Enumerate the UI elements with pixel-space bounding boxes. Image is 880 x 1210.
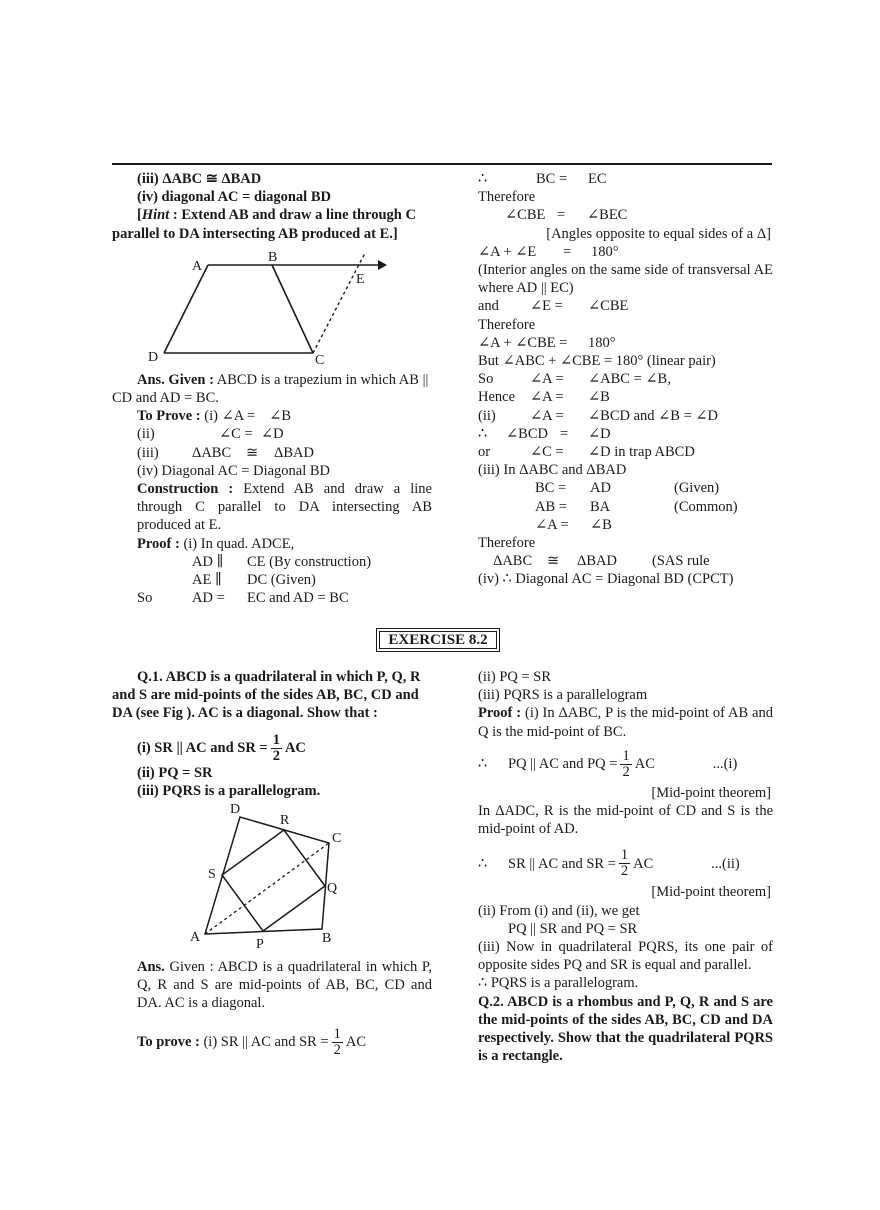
- text-line: Therefore: [478, 535, 536, 552]
- hint-line-2: parallel to DA intersecting AB produced at E.]: [112, 225, 398, 242]
- to-prove: To prove : (i) SR || AC and SR = $\frac{1}{2}$ AC: [137, 1025, 367, 1058]
- question-1-part-ii: (ii) PQ = SR: [137, 764, 213, 781]
- reason: [Mid-point theorem]: [651, 784, 771, 801]
- quadrilateral-abcd: [205, 817, 329, 934]
- eq-line: ΔABC ≅ ΔBAD (SAS rule: [493, 553, 710, 570]
- text-line: (iii) Now in quadrilateral PQRS, its one pair of opposite sides PQ and SR is equal and parallel.: [478, 939, 773, 974]
- segment-bc: [272, 265, 313, 353]
- top-right-column: [453, 170, 773, 589]
- proof-line: So AD = EC and AD = BC: [137, 590, 349, 607]
- text-line: (iv) diagonal AC = diagonal BD: [137, 189, 331, 206]
- eq-line: ∴ BC = EC: [478, 171, 607, 187]
- label-b: B: [322, 931, 332, 947]
- segment-ad: [164, 265, 208, 353]
- proof-start: Proof : (i) In quad. ADCE,: [137, 535, 295, 552]
- equation-ii: ∴ SR || AC and SR = $\frac{1}{2}$ AC ...(ii): [478, 847, 740, 880]
- parallelogram-pqrs: [222, 830, 325, 931]
- reason: [Mid-point theorem]: [651, 884, 771, 901]
- question-1-part-i: (i) SR || AC and SR = $\frac{1}{2}$ AC: [137, 731, 306, 764]
- exercise-title: EXERCISE 8.2: [376, 628, 500, 652]
- question-1-part-iii: (iii) PQRS is a parallelogram.: [137, 782, 321, 799]
- text-line: But ∠ABC + ∠CBE = 180° (linear pair): [478, 353, 716, 370]
- quadrilateral-figure: [112, 800, 432, 950]
- conclusion: ∴ PQRS is a parallelogram.: [478, 975, 639, 992]
- label-e: E: [356, 271, 365, 287]
- equation-i: ∴ PQ || AC and PQ = $\frac{1}{2}$ AC ...(i): [478, 747, 738, 780]
- reason: (Interior angles on the same side of transversal AE where AD || EC): [478, 262, 773, 297]
- bottom-left-column: [112, 668, 432, 1058]
- label-b: B: [268, 249, 278, 265]
- arrow-head: [378, 260, 387, 270]
- construction: Construction : Extend AB and draw a line through C parallel to DA intersecting AB produced at E.: [137, 481, 432, 534]
- text-line: (iii) PQRS is a parallelogram: [478, 687, 648, 704]
- segment-ce-dashed: [313, 253, 365, 353]
- diagonal-ac: [205, 843, 329, 934]
- eq-line: or ∠C = ∠D in trap ABCD: [478, 444, 695, 461]
- eq-line: So ∠A = ∠ABC = ∠B,: [478, 371, 671, 388]
- label-d: D: [230, 802, 241, 818]
- to-prove-iii: (iii) ΔABC ≅ ΔBAD: [137, 444, 314, 461]
- text-line: Therefore: [478, 189, 536, 206]
- proof-start: Proof : (i) In ΔABC, P is the mid-point of AB and Q is the mid-point of BC.: [478, 705, 773, 740]
- question-2: Q.2. ABCD is a rhombus and P, Q, R and S are the mid-points of the sides AB, BC, CD and DA respectively. Show that the quadrilateral PQRS is a rectangle.: [478, 993, 773, 1065]
- text-line: Therefore: [478, 316, 536, 333]
- eq-line: ∠CBE = ∠BEC: [505, 207, 628, 224]
- proof-line: AE ∥ DC (Given): [192, 572, 316, 589]
- answer-given: Ans. Given : ABCD is a trapezium in which AB ||: [137, 371, 429, 388]
- text-line: (iii) ΔABC ≅ ΔBAD: [137, 171, 262, 187]
- eq-line: and ∠E = ∠CBE: [478, 298, 629, 315]
- label-q: Q: [327, 881, 338, 897]
- answer-given-2: CD and AD = BC.: [112, 390, 219, 407]
- to-prove-ii: (ii) ∠C = ∠D: [137, 426, 284, 443]
- text-line: PQ || SR and PQ = SR: [508, 920, 638, 937]
- eq-line: Hence ∠A = ∠B: [478, 389, 610, 406]
- hint-line: [Hint : Extend AB and draw a line through C: [137, 207, 416, 224]
- header-rule: [112, 163, 772, 165]
- eq-line: ∠A + ∠CBE = 180°: [478, 334, 616, 351]
- label-c: C: [332, 831, 342, 847]
- text-line: (iv) ∴ Diagonal AC = Diagonal BD (CPCT): [478, 571, 734, 588]
- label-c: C: [315, 352, 325, 368]
- label-d: D: [148, 349, 159, 365]
- eq-line: AB = BA (Common): [535, 498, 738, 515]
- text-line: (ii) From (i) and (ii), we get: [478, 902, 640, 919]
- proof-line: AD ∥ CE (By construction): [192, 553, 372, 570]
- eq-line: BC = AD (Given): [535, 480, 720, 497]
- question-1: Q.1. ABCD is a quadrilateral in which P, Q, R: [137, 669, 421, 685]
- trapezium-figure: [112, 243, 432, 371]
- eq-line: ∠A + ∠E = 180°: [478, 243, 619, 260]
- label-s: S: [208, 867, 216, 883]
- eq-line: (ii) ∠A = ∠BCD and ∠B = ∠D: [478, 407, 719, 424]
- label-a: A: [190, 930, 201, 946]
- to-prove: To Prove : (i) ∠A = ∠B: [137, 408, 292, 425]
- label-a: A: [192, 258, 203, 274]
- to-prove-iv: (iv) Diagonal AC = Diagonal BD: [137, 462, 331, 479]
- text-line: (iii) In ΔABC and ΔBAD: [478, 462, 627, 479]
- label-p: P: [256, 937, 264, 951]
- reason: [Angles opposite to equal sides of a Δ]: [546, 225, 771, 242]
- label-r: R: [280, 813, 290, 829]
- bottom-right-column: [453, 668, 773, 1065]
- text-line: (ii) PQ = SR: [478, 669, 552, 685]
- question-1: DA (see Fig ). AC is a diagonal. Show that :: [112, 705, 378, 722]
- question-1: and S are mid-points of the sides AB, BC, CD and: [112, 687, 419, 704]
- top-left-column: [112, 170, 432, 607]
- eq-line: ∠A = ∠B: [535, 516, 612, 533]
- answer-given: Ans. Given : ABCD is a quadrilateral in which P, Q, R and S are mid-points of AB, BC, CD and DA. AC is a diagonal.: [137, 959, 432, 1012]
- text-line: In ΔADC, R is the mid-point of CD and S is the mid-point of AD.: [478, 803, 773, 838]
- eq-line: ∴ ∠BCD = ∠D: [478, 425, 611, 442]
